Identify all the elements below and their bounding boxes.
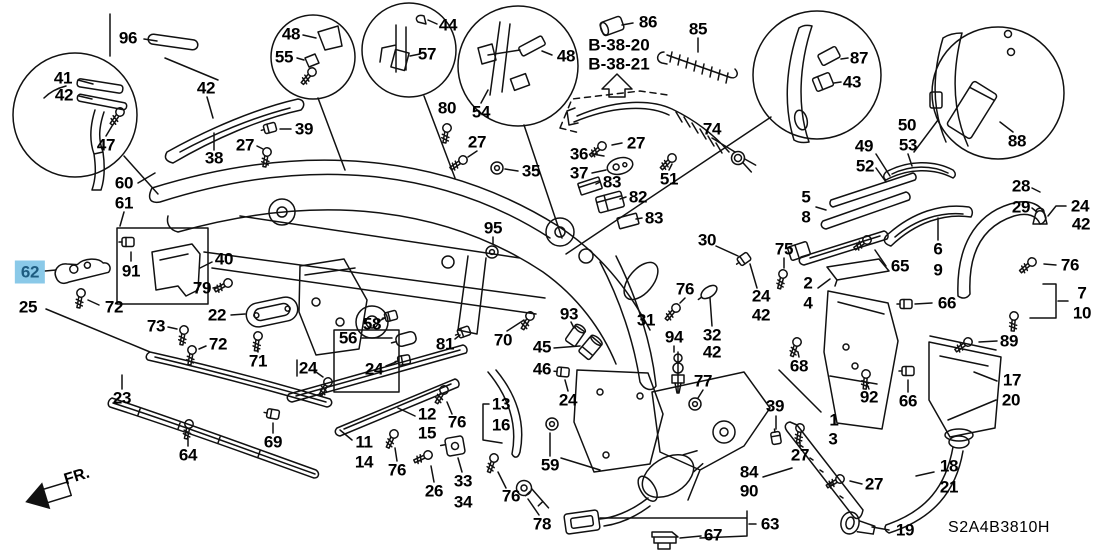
part-number-label[interactable]: 92	[859, 387, 879, 407]
part-number-label-selected[interactable]: 62	[15, 261, 45, 284]
part-number-label[interactable]: 1	[829, 410, 839, 430]
part-number-label[interactable]: 50	[897, 115, 917, 135]
part-number-label[interactable]: 85	[688, 19, 708, 39]
part-number-label[interactable]: 15	[417, 423, 437, 443]
part-number-label[interactable]: 39	[294, 119, 314, 139]
part-number-label[interactable]: 77	[693, 371, 713, 391]
diagram-ref-link[interactable]: B-38-21	[588, 54, 650, 74]
part-number-label[interactable]: 63	[760, 514, 780, 534]
part-number-label[interactable]: 48	[281, 24, 301, 44]
part-number-label[interactable]: 66	[937, 293, 957, 313]
part-number-label[interactable]: 65	[890, 256, 910, 276]
part-number-label[interactable]: 42	[1071, 214, 1091, 234]
part-number-label[interactable]: 24	[751, 286, 771, 306]
part-number-label[interactable]: 4	[803, 293, 813, 313]
part-number-label[interactable]: 68	[789, 356, 809, 376]
part-number-label[interactable]: 58	[362, 314, 382, 334]
part-number-label[interactable]: 84	[739, 462, 759, 482]
part-number-label[interactable]: 33	[453, 471, 473, 491]
part-number-label[interactable]: 27	[626, 133, 646, 153]
part-number-label[interactable]: 13	[491, 394, 511, 414]
part-number-label[interactable]: 24	[1070, 196, 1090, 216]
part-number-label[interactable]: 75	[774, 239, 794, 259]
part-number-label[interactable]: 27	[864, 474, 884, 494]
part-number-label[interactable]: 21	[939, 477, 959, 497]
part-number-label[interactable]: 24	[558, 390, 578, 410]
part-number-label[interactable]: 32	[702, 325, 722, 345]
part-number-label[interactable]: 6	[933, 239, 943, 259]
part-number-label[interactable]: 43	[842, 72, 862, 92]
part-number-label[interactable]: 54	[471, 102, 491, 122]
part-number-label[interactable]: 37	[569, 163, 589, 183]
part-number-label[interactable]: 46	[532, 359, 552, 379]
part-number-label[interactable]: 35	[521, 161, 541, 181]
part-number-label[interactable]: 78	[532, 514, 552, 534]
part-number-label[interactable]: 70	[493, 330, 513, 350]
part-number-label[interactable]: 96	[118, 28, 138, 48]
part-number-label[interactable]: 47	[96, 135, 116, 155]
part-number-label[interactable]: 40	[214, 249, 234, 269]
part-number-label[interactable]: 3	[828, 429, 838, 449]
part-number-label[interactable]: 86	[638, 12, 658, 32]
part-number-label[interactable]: 10	[1072, 303, 1092, 323]
part-number-label[interactable]: 42	[196, 78, 216, 98]
part-number-label[interactable]: 49	[854, 136, 874, 156]
diagram-part-code: S2A4B3810H	[948, 519, 1050, 536]
part-number-label[interactable]: 11	[355, 432, 373, 452]
part-number-label[interactable]: 24	[298, 358, 318, 378]
part-number-label[interactable]: 44	[438, 15, 458, 35]
part-number-label[interactable]: 76	[675, 279, 695, 299]
part-number-label[interactable]: 69	[263, 432, 283, 452]
part-number-label[interactable]: 66	[898, 391, 918, 411]
part-number-label[interactable]: 28	[1011, 176, 1031, 196]
part-number-label[interactable]: 41	[53, 68, 73, 88]
part-number-label[interactable]: 72	[104, 297, 124, 317]
part-number-label[interactable]: 38	[204, 148, 224, 168]
part-number-label[interactable]: 56	[338, 328, 358, 348]
part-number-label[interactable]: 64	[178, 445, 198, 465]
part-number-label[interactable]: 27	[235, 135, 255, 155]
part-number-label[interactable]: 9	[933, 260, 943, 280]
part-number-label[interactable]: 27	[467, 132, 487, 152]
part-number-label[interactable]: 25	[18, 297, 38, 317]
part-number-label[interactable]: 8	[801, 207, 811, 227]
part-number-label[interactable]: 53	[898, 135, 918, 155]
part-number-label[interactable]: 76	[387, 460, 407, 480]
part-number-label[interactable]: 82	[628, 187, 648, 207]
part-number-label[interactable]: 27	[790, 445, 810, 465]
part-number-label[interactable]: 23	[112, 388, 132, 408]
part-number-label[interactable]: 17	[1002, 370, 1022, 390]
part-number-label[interactable]: 36	[569, 144, 589, 164]
part-number-label[interactable]: 91	[121, 261, 141, 281]
part-number-label[interactable]: 34	[453, 492, 473, 512]
part-number-label[interactable]: 73	[146, 316, 166, 336]
part-number-label[interactable]: 16	[491, 415, 511, 435]
part-number-label[interactable]: 18	[939, 456, 959, 476]
part-number-label[interactable]: 57	[417, 44, 437, 64]
part-number-label[interactable]: 60	[114, 173, 134, 193]
part-number-label[interactable]: 5	[801, 187, 811, 207]
part-number-label[interactable]: 90	[739, 481, 759, 501]
part-number-label[interactable]: 42	[751, 305, 771, 325]
part-number-label[interactable]: 88	[1007, 131, 1027, 151]
part-number-label[interactable]: 24	[364, 359, 384, 379]
part-number-label[interactable]: 87	[849, 48, 869, 68]
part-number-label[interactable]: 74	[702, 119, 722, 139]
part-number-label[interactable]: 76	[447, 412, 467, 432]
part-number-label[interactable]: 52	[855, 156, 875, 176]
part-number-label[interactable]: 67	[703, 525, 723, 545]
part-number-label[interactable]: 2	[803, 273, 813, 293]
part-number-label[interactable]: 89	[999, 331, 1019, 351]
part-number-label[interactable]: 39	[765, 396, 785, 416]
part-number-label[interactable]: 79	[192, 278, 212, 298]
part-number-label[interactable]: 29	[1011, 197, 1031, 217]
part-number-label[interactable]: 20	[1001, 390, 1021, 410]
part-number-label[interactable]: 81	[435, 334, 455, 354]
part-number-label[interactable]: 71	[248, 351, 268, 371]
part-number-label[interactable]: 61	[114, 193, 134, 213]
part-number-label[interactable]: 83	[644, 208, 664, 228]
diagram-ref-link[interactable]: B-38-20	[588, 35, 650, 55]
part-number-label[interactable]: 93	[559, 304, 579, 324]
part-number-label[interactable]: 48	[556, 46, 576, 66]
part-number-label[interactable]: 83	[602, 172, 622, 192]
part-number-label[interactable]: 51	[659, 169, 679, 189]
part-number-label[interactable]: 7	[1077, 283, 1087, 303]
part-number-label[interactable]: 45	[532, 337, 552, 357]
part-number-label[interactable]: 12	[417, 404, 437, 424]
part-number-label[interactable]: 19	[895, 520, 915, 540]
part-number-label[interactable]: 55	[274, 47, 294, 67]
part-number-label[interactable]: 14	[354, 452, 374, 472]
part-number-label[interactable]: 94	[664, 327, 684, 347]
part-number-label[interactable]: 72	[208, 334, 228, 354]
part-number-label[interactable]: 95	[483, 218, 503, 238]
part-number-label[interactable]: 22	[207, 305, 227, 325]
part-number-label[interactable]: 76	[501, 486, 521, 506]
fr-direction-label: FR.	[62, 464, 92, 489]
part-number-label[interactable]: 80	[437, 98, 457, 118]
part-number-label[interactable]: 30	[697, 230, 717, 250]
part-number-label[interactable]: 59	[540, 455, 560, 475]
part-number-label[interactable]: 42	[702, 342, 722, 362]
part-number-label[interactable]: 31	[636, 310, 656, 330]
part-number-label[interactable]: 42	[54, 85, 74, 105]
part-number-label[interactable]: 26	[424, 481, 444, 501]
part-number-label[interactable]: 76	[1060, 255, 1080, 275]
